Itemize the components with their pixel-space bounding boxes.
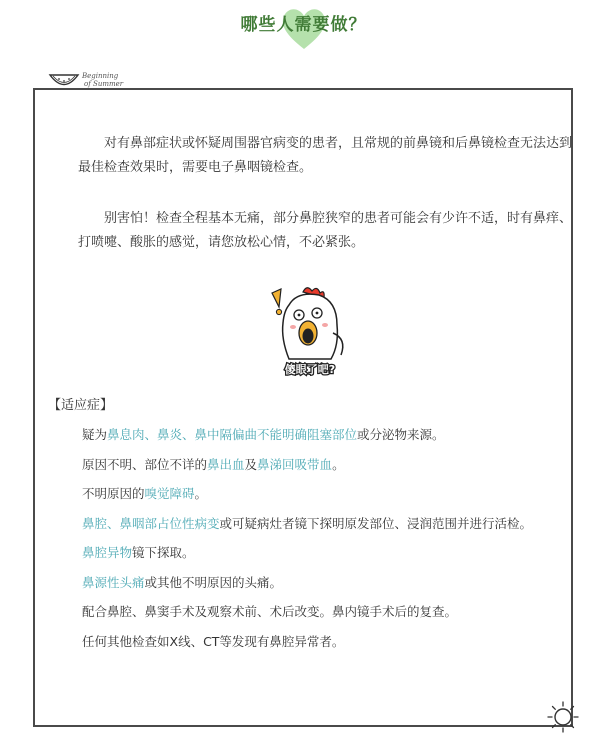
indication-item — [82, 627, 562, 657]
indication-text: 。 — [332, 456, 345, 472]
indication-item — [82, 420, 562, 450]
indication-text: 及 — [244, 456, 258, 472]
indication-item — [82, 538, 562, 568]
indication-item — [82, 450, 562, 480]
indication-text: 或其他不明原因的头痛。 — [144, 574, 283, 590]
indication-item — [82, 479, 562, 509]
indication-text: 或可疑病灶者镜下探明原发部位、浸润范围并进行活检。 — [219, 515, 533, 531]
indication-keyword: 鼻腔、鼻咽部占位性病变 — [82, 515, 220, 531]
indications-title: 【适应症】 — [48, 398, 114, 413]
indication-text: 任何其他检查如X线、CT等发现有鼻腔异常者。 — [82, 633, 345, 649]
season-caption-line2: of Summer — [84, 80, 124, 88]
indication-keyword: 鼻腔异物 — [82, 545, 133, 560]
indication-keyword: 鼻源性头痛 — [82, 574, 145, 590]
indication-text: 镜下探取。 — [132, 545, 195, 560]
indication-text: 原因不明、部位不详的 — [82, 456, 208, 472]
indication-keyword: 鼻涕回吸带血 — [257, 456, 333, 472]
indication-keyword: 鼻息肉、鼻炎、鼻中隔偏曲不能明确阻塞部位 — [107, 427, 358, 442]
intro-paragraph: 对有鼻部症状或怀疑周围器官病变的患者，且常规的前鼻镜和后鼻镜检查无法达到最佳检查效果时，需要电子鼻咽镜检查。 — [78, 136, 573, 175]
indication-item — [82, 568, 562, 598]
season-caption-line1: Beginning — [82, 72, 119, 80]
sticker-caption: 傻眼了吧? — [284, 363, 336, 376]
reassurance-paragraph: 别害怕！检查全程基本无痛，部分鼻腔狭窄的患者可能会有少许不适，时有鼻痒、打喷嚏、酸胀的感觉，请您放松心情，不必紧张。 — [78, 211, 573, 250]
header — [0, 0, 607, 60]
indication-keyword: 嗅觉障碍 — [144, 486, 195, 501]
indications-list — [82, 420, 562, 656]
indication-text: 或分泌物来源。 — [357, 427, 445, 442]
indication-text: 配合鼻腔、鼻窦手术及观察术前、术后改变。鼻内镜手术后的复查。 — [82, 604, 458, 619]
indication-keyword: 鼻出血 — [207, 456, 245, 472]
page-title: 哪些人需要做？ — [240, 15, 367, 35]
indication-text: 。 — [194, 486, 208, 501]
indication-item — [82, 597, 562, 627]
indication-text: 不明原因的 — [82, 486, 145, 501]
indication-text: 疑为 — [82, 427, 108, 442]
indication-item — [82, 509, 562, 539]
chicken-sticker — [267, 283, 353, 379]
season-caption — [82, 72, 123, 88]
sun-icon — [546, 700, 580, 734]
